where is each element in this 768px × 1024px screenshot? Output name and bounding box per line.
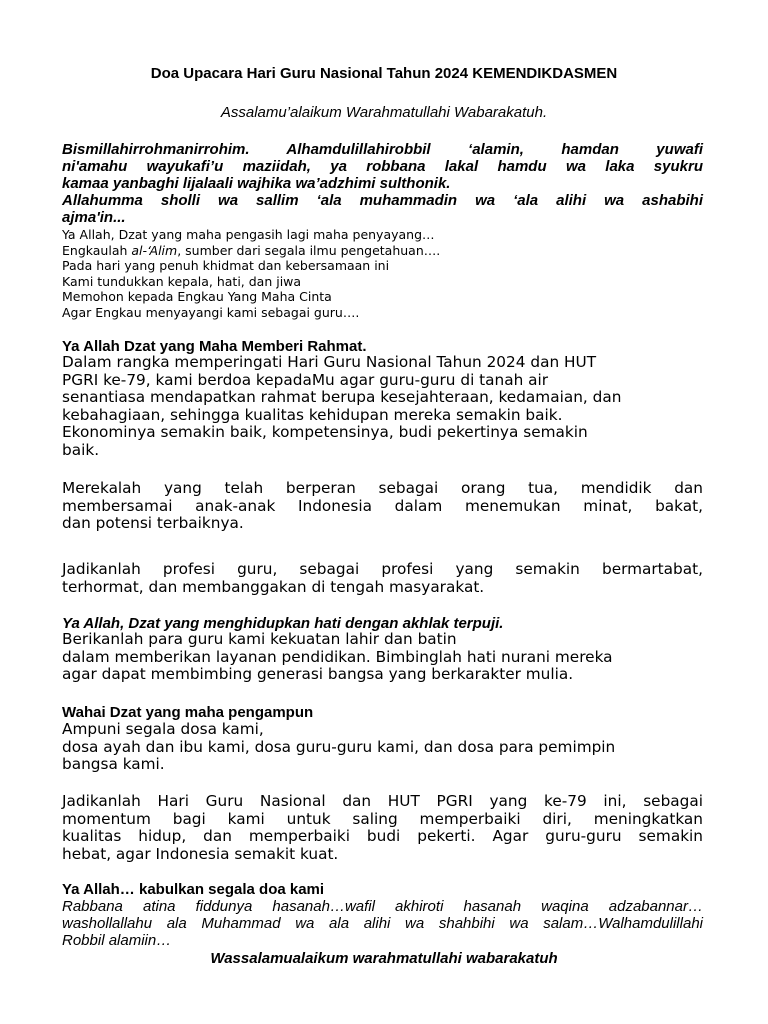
- body-line: Berikanlah para guru kami kekuatan lahir dan batin: [62, 630, 457, 648]
- invocation-line: Agar Engkau menyayangi kami sebagai guru….: [62, 304, 360, 320]
- body-line: hebat, agar Indonesia semakit kuat.: [62, 844, 339, 863]
- invocation-line: Pada hari yang penuh khidmat dan kebersamaan ini: [62, 258, 390, 273]
- body-line: momentum bagi kami untuk saling memperbaiki diri, meningkatkan: [62, 809, 703, 828]
- body-line: dalam memberikan layanan pendidikan. Bimbinglah hati nurani mereka: [62, 647, 613, 666]
- section3-paragraph2: [62, 793, 703, 863]
- bismillah-line: kamaa yanbaghi lijalaali wajhika wa’adzhimi sulthonik.: [62, 175, 451, 192]
- body-line: baik.: [62, 440, 100, 459]
- body-line: Ekonominya semakin baik, kompetensinya, budi pekertinya semakin: [62, 423, 588, 441]
- body-line: senantiasa mendapatkan rahmat berupa kesejahteraan, kedamaian, dan: [62, 388, 622, 406]
- bismillah-line: Allahumma sholli wa sallim ‘ala muhammadin wa ‘ala alihi wa ashabihi: [62, 192, 703, 209]
- body-line: Jadikanlah Hari Guru Nasional dan HUT PGRI yang ke-79 ini, sebagai: [62, 792, 703, 810]
- invocation-verses: [62, 227, 703, 320]
- invocation-line: Engkaulah al-‘Alim, sumber dari segala ilmu pengetahuan….: [62, 242, 441, 258]
- invocation-line: Ya Allah, Dzat yang maha pengasih lagi maha penyayang…: [62, 227, 435, 242]
- section2-paragraph: [62, 631, 703, 684]
- section1-paragraph: [62, 354, 703, 459]
- section1-heading: Ya Allah Dzat yang Maha Memberi Rahmat.: [62, 338, 367, 355]
- al-alim-term: al-‘Alim: [131, 242, 178, 258]
- closing-salam: Wassalamualaikum warahmatullahi wabarakatuh: [210, 950, 558, 967]
- prayer-line: Robbil alamiin…: [62, 932, 172, 949]
- body-line: Jadikanlah profesi guru, sebagai profesi yang semakin bermartabat,: [62, 560, 703, 578]
- invocation-line: Kami tundukkan kepala, hati, dan jiwa: [62, 273, 302, 289]
- body-line: bangsa kami.: [62, 755, 165, 773]
- body-line: dosa ayah dan ibu kami, dosa guru-guru kami, dan dosa para pemimpin: [62, 737, 616, 756]
- body-line: Ampuni segala dosa kami,: [62, 720, 264, 738]
- bismillah-line: Bismillahirrohmanirrohim. Alhamdulillahirobbil ‘alamin, hamdan yuwafi: [62, 141, 703, 158]
- section4-prayer: [62, 898, 703, 949]
- prayer-line: Rabbana atina fiddunya hasanah…wafil akhiroti hasanah waqina adzabannar…: [62, 898, 703, 915]
- body-line: agar dapat membimbing generasi bangsa yang berkarakter mulia.: [62, 665, 574, 683]
- opening-salam: Assalamu’alaikum Warahmatullahi Wabarakatuh.: [220, 104, 548, 121]
- body-line: kualitas hidup, dan memperbaiki budi pekerti. Agar guru-guru semakin: [62, 827, 703, 845]
- body-line: Dalam rangka memperingati Hari Guru Nasional Tahun 2024 dan HUT: [62, 353, 597, 371]
- bismillah-paragraph: [62, 141, 703, 226]
- section1-paragraph3: [62, 561, 703, 596]
- section3-heading: Wahai Dzat yang maha pengampun: [62, 704, 314, 721]
- section4-heading: Ya Allah… kabulkan segala doa kami: [62, 881, 325, 898]
- bismillah-line: ajma'in...: [62, 209, 126, 226]
- bismillah-line: ni'amahu wayukafi’u maziidah, ya robbana lakal hamdu wa laka syukru: [62, 158, 703, 175]
- body-line: kebahagiaan, sehingga kualitas kehidupan mereka semakin baik.: [62, 405, 563, 424]
- section1-paragraph2: [62, 480, 703, 533]
- invocation-line: Memohon kepada Engkau Yang Maha Cinta: [62, 289, 332, 304]
- section3-paragraph: [62, 721, 703, 774]
- body-line: dan potensi terbaiknya.: [62, 514, 244, 532]
- prayer-line: washollallahu ala Muhammad wa ala alihi wa shahbihi wa salam…Walhamdulillahi: [62, 915, 703, 932]
- document-title: Doa Upacara Hari Guru Nasional Tahun 2024 KEMENDIKDASMEN: [150, 65, 618, 82]
- section2-heading: Ya Allah, Dzat yang menghidupkan hati dengan akhlak terpuji.: [62, 615, 504, 632]
- body-line: membersamai anak-anak Indonesia dalam menemukan minat, bakat,: [62, 496, 703, 515]
- body-line: PGRI ke-79, kami berdoa kepadaMu agar guru-guru di tanah air: [62, 370, 549, 389]
- body-line: Merekalah yang telah berperan sebagai orang tua, mendidik dan: [62, 479, 703, 497]
- body-line: terhormat, dan membanggakan di tengah masyarakat.: [62, 577, 485, 596]
